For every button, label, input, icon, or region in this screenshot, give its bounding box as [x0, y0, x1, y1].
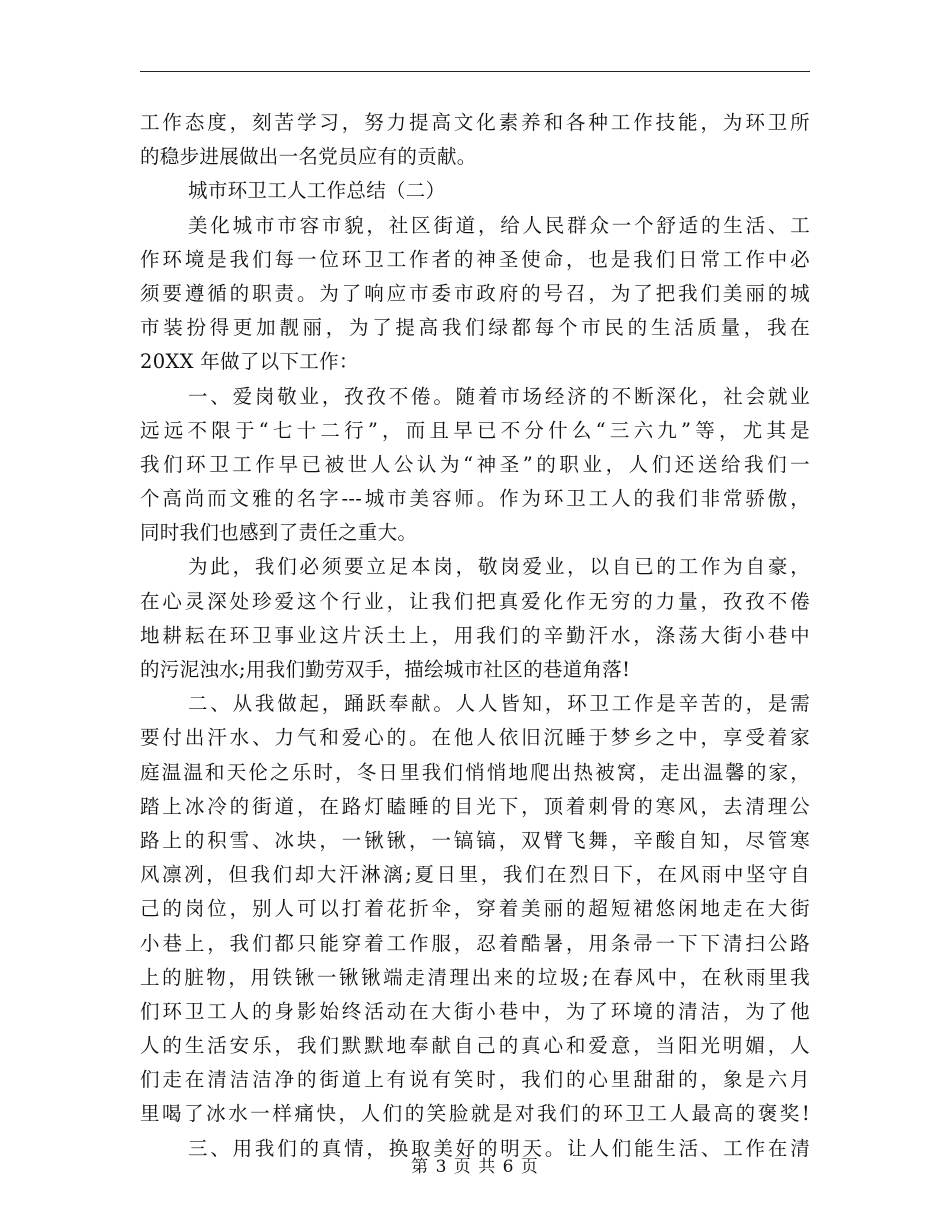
text-line: 三、用我们的真情，换取美好的明天。让人们能生活、工作在清 [188, 1136, 810, 1160]
text-line: 路上的积雪、冰块，一锹锹，一镐镐，双臂飞舞，辛酸自知，尽管寒 [140, 828, 810, 852]
text-line: 里喝了冰水一样痛快，人们的笑脸就是对我们的环卫工人最高的褒奖! [140, 1102, 810, 1126]
text-line: 己的岗位，别人可以打着花折伞，穿着美丽的超短裙悠闲地走在大街 [140, 897, 810, 921]
document-body [140, 106, 810, 1166]
text-line: 们环卫工人的身影始终活动在大街小巷中，为了环境的清洁，为了他 [140, 999, 810, 1023]
header-rule [140, 71, 810, 72]
text-line: 在心灵深处珍爱这个行业，让我们把真爱化作无穷的力量，孜孜不倦 [140, 589, 810, 613]
text-line: 庭温温和天伦之乐时，冬日里我们悄悄地爬出热被窝，走出温馨的家， [140, 760, 810, 784]
text-line: 小巷上，我们都只能穿着工作服，忍着酷暑，用条帚一下下清扫公路 [140, 931, 810, 955]
page-footer [0, 1152, 950, 1177]
text-line: 为此，我们必须要立足本岗，敬岗爱业，以自已的工作为自豪， [188, 555, 810, 579]
text-line: 美化城市市容市貌，社区街道，给人民群众一个舒适的生活、工 [188, 213, 810, 237]
text-line: 远远不限于“七十二行”，而且早已不分什么“三六九”等，尤其是 [140, 418, 810, 442]
text-line: 的污泥浊水;用我们勤劳双手，描绘城市社区的巷道角落! [140, 658, 631, 681]
text-line: 人的生活安乐，我们默默地奉献自己的真心和爱意，当阳光明媚，人 [140, 1034, 810, 1058]
text-line: 风凛冽，但我们却大汗淋漓;夏日里，我们在烈日下，在风雨中坚守自 [140, 863, 810, 887]
text-line: 市装扮得更加靓丽，为了提高我们绿都每个市民的生活质量，我在 [140, 316, 810, 340]
text-line: 上的脏物，用铁锹一锹锹端走清理出来的垃圾;在春风中，在秋雨里我 [140, 965, 810, 989]
text-line: 二、从我做起，踊跃奉献。人人皆知，环卫工作是辛苦的，是需 [188, 692, 810, 716]
page-number-label: 第 3 页 共 6 页 [411, 1157, 539, 1177]
text-line: 们走在清洁洁净的街道上有说有笑时，我们的心里甜甜的，象是六月 [140, 1068, 810, 1092]
text-line: 20XX 年做了以下工作： [140, 350, 359, 374]
text-line: 一、爱岗敬业，孜孜不倦。随着市场经济的不断深化，社会就业 [188, 384, 810, 408]
text-line: 我们环卫工作早已被世人公认为“神圣”的职业，人们还送给我们一 [140, 452, 810, 476]
text-line: 要付出汗水、力气和爱心的。在他人依旧沉睡于梦乡之中，享受着家 [140, 726, 810, 750]
text-line: 个高尚而文雅的名字---城市美容师。作为环卫工人的我们非常骄傲， [140, 487, 810, 511]
text-line: 工作态度，刻苦学习，努力提高文化素养和各种工作技能，为环卫所 [140, 111, 810, 134]
text-line: 城市环卫工人工作总结（二） [188, 179, 446, 203]
text-line: 的稳步进展做出一名党员应有的贡献。 [140, 145, 477, 169]
text-line: 须要遵循的职责。为了响应市委市政府的号召，为了把我们美丽的城 [140, 281, 810, 305]
text-line: 同时我们也感到了责任之重大。 [140, 521, 418, 545]
text-line: 作环境是我们每一位环卫工作者的神圣使命，也是我们日常工作中必 [140, 247, 810, 271]
text-line: 地耕耘在环卫事业这片沃土上，用我们的辛勤汗水，涤荡大街小巷中 [140, 623, 810, 647]
text-line: 踏上冰冷的街道，在路灯瞌睡的目光下，顶着刺骨的寒风，去清理公 [140, 794, 810, 818]
